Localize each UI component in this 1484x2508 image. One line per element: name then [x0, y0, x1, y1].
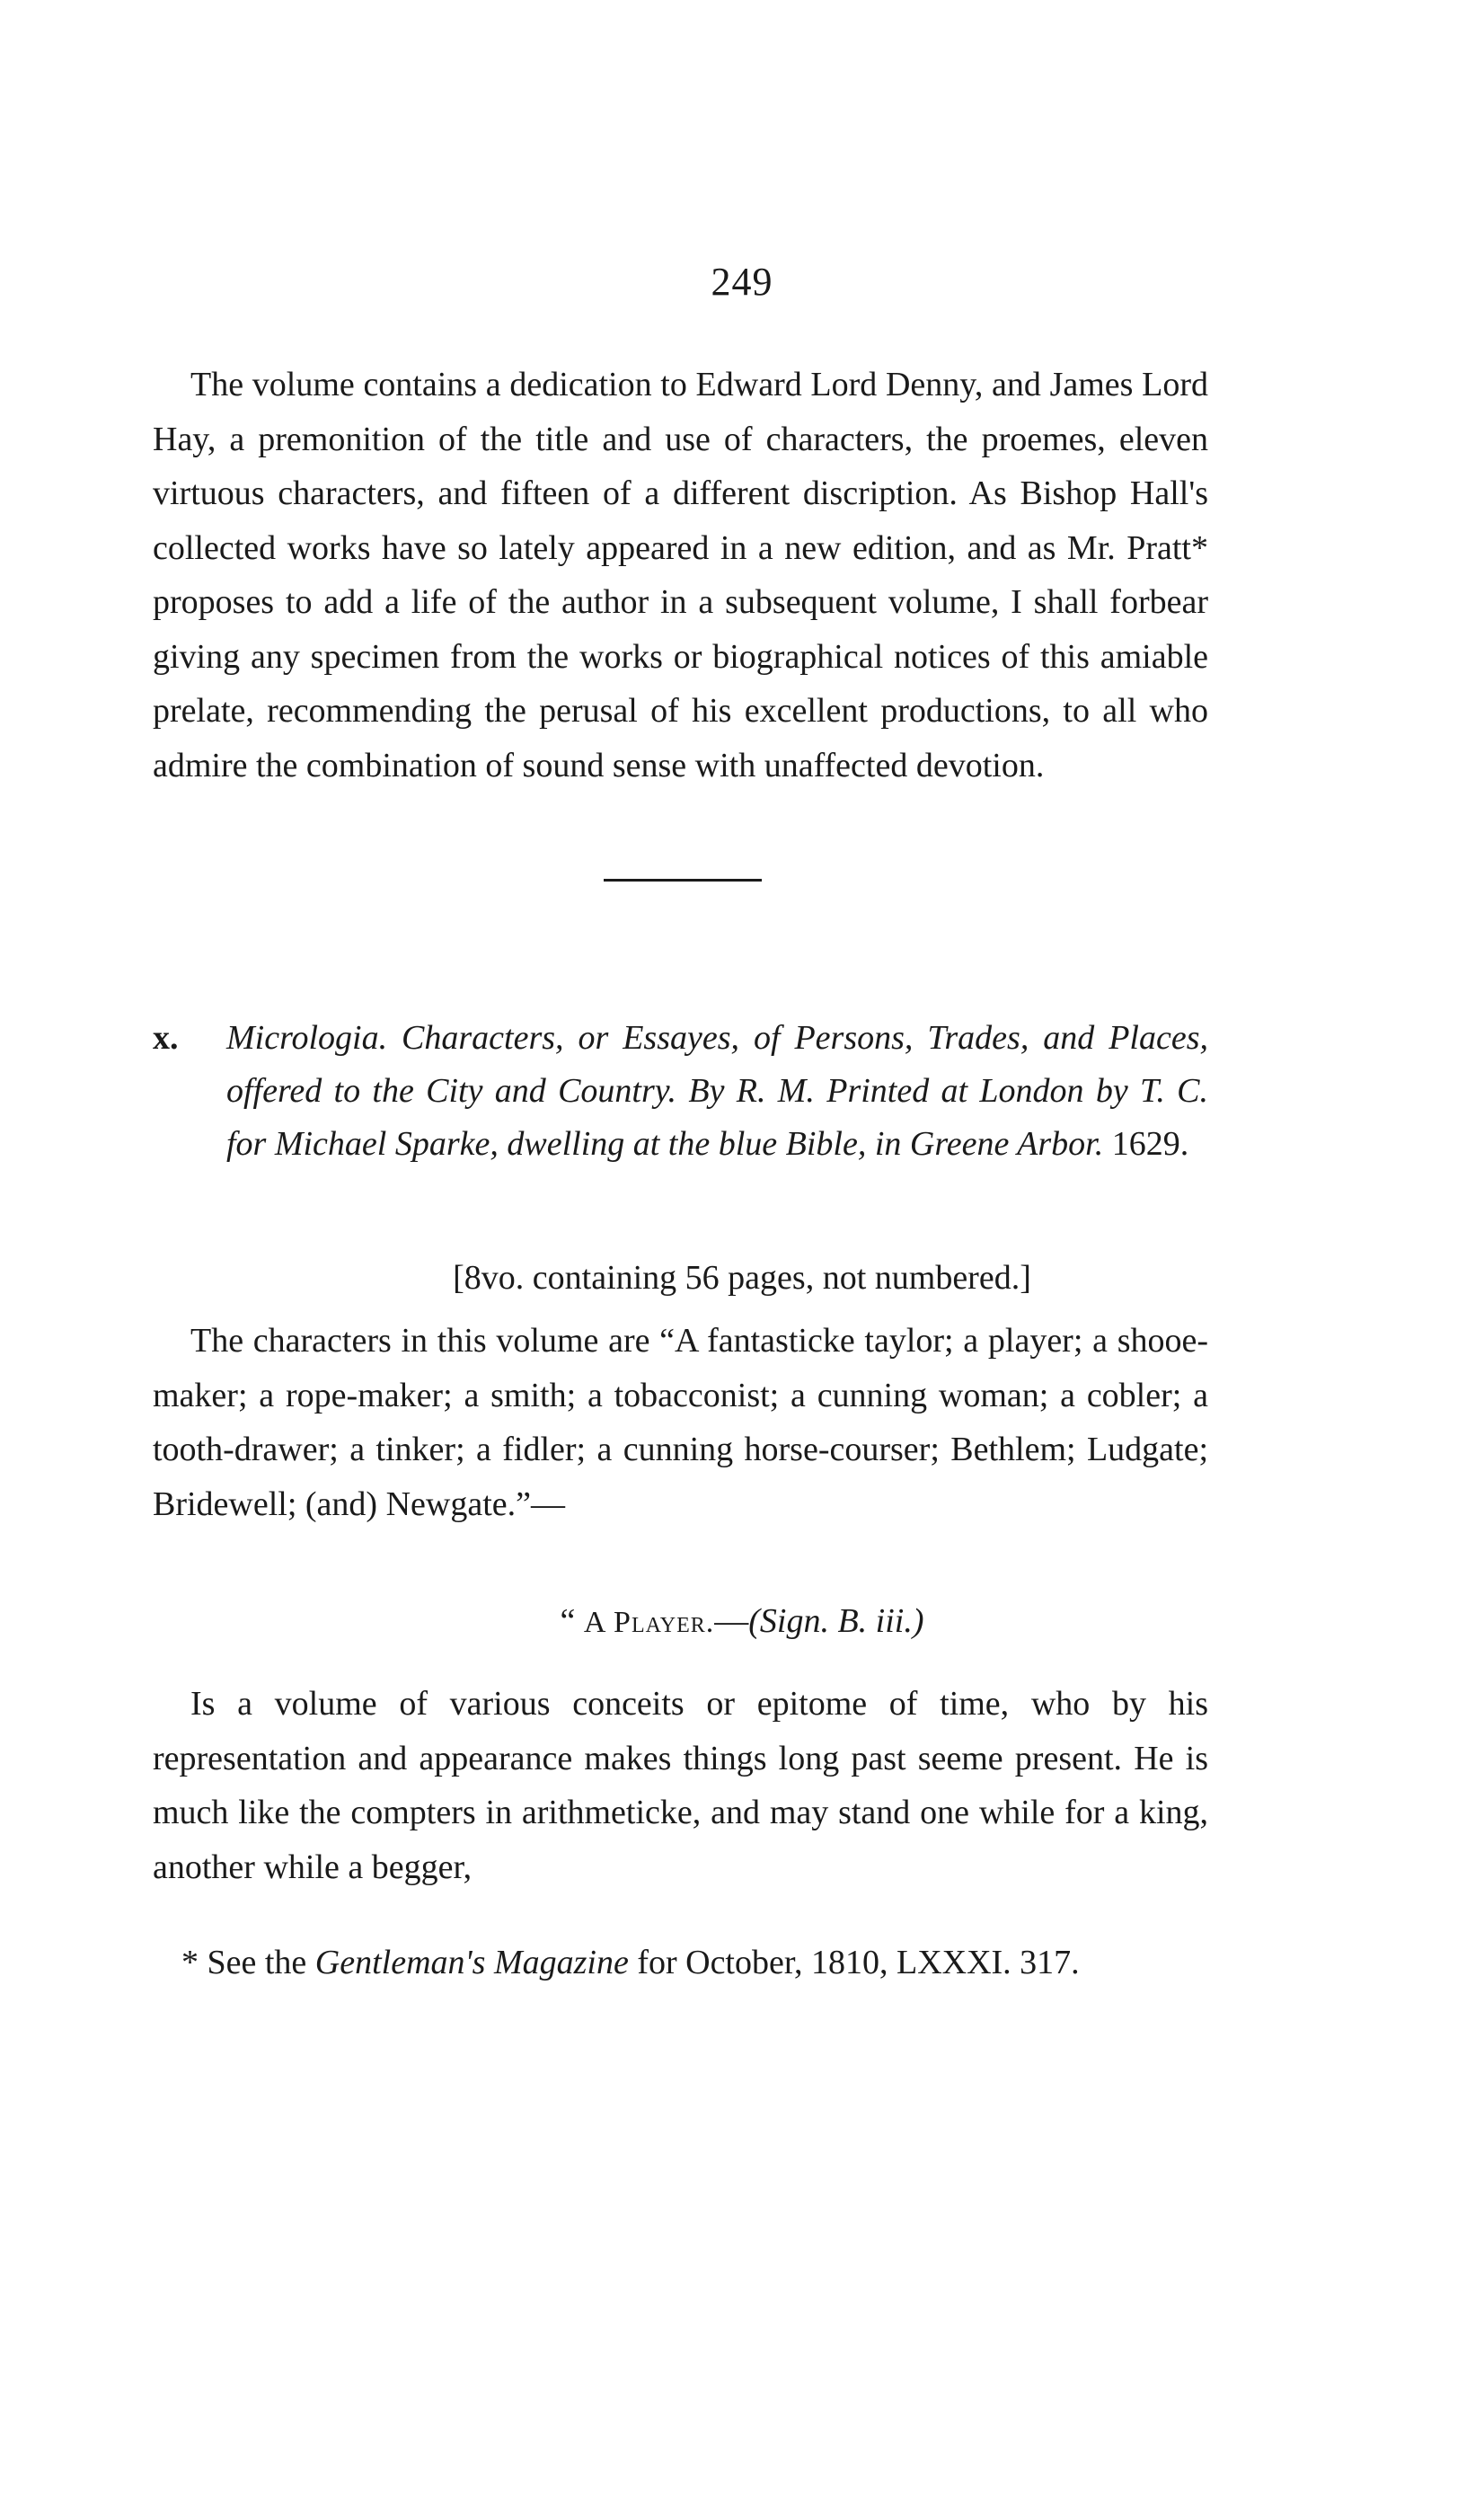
player-section	[153, 1677, 1208, 1894]
section-divider	[604, 879, 762, 882]
player-paragraph: Is a volume of various conceits or epitome of time, who by his representation and appearance makes things long past seeme present. He is much like the compters in arithmeticke, and may stand one while for a king, another while a begger,	[153, 1685, 1208, 1886]
characters-section	[153, 1314, 1208, 1531]
footnote-publication: Gentleman's Magazine	[314, 1944, 629, 1981]
intro-paragraph: The volume contains a dedication to Edward Lord Denny, and James Lord Hay, a premonition of the title and use of characters, the proemes, eleven virtuous characters, and fifteen of a different discription. As Bishop Hall's collected works have so lately appeared in a new edition, and as Mr. Pratt* proposes to add a life of the author in a subsequent volume, I shall forbear giving any specimen from the works or biographical notices of this amiable prelate, recommending the perusal of his excellent productions, to all who admire the combination of sound sense with unaffected devotion.	[153, 366, 1208, 784]
entry-year: 1629.	[1111, 1125, 1189, 1163]
heading-open-quote: “	[560, 1602, 584, 1640]
entry-title: Micrologia. Characters, or Essayes, of Persons, Trades, and Places, offered to the City and Country. By R. M. Printed at London by T. C. for Michael Sparke, dwelling at the blue Bible, in Greene Arbor.	[226, 1019, 1208, 1163]
heading-label: A Player.	[583, 1606, 715, 1639]
characters-paragraph: The characters in this volume are “A fantasticke taylor; a player; a shooe-maker; a rope-maker; a smith; a tobacconist; a cunning woman; a cobler; a tooth-drawer; a tinker; a fidler; a cunning horse-courser; Bethlem; Ludgate; Bridewell; (and) Newgate.”—	[153, 1322, 1208, 1523]
format-note: [8vo. containing 56 pages, not numbered.]	[453, 1259, 1031, 1297]
footnote-text	[153, 1941, 1208, 1984]
footnote-marker: *	[181, 1944, 199, 1981]
intro-section	[153, 358, 1208, 793]
entry-number: x.	[153, 1019, 179, 1057]
footnote	[153, 1941, 1208, 1984]
heading-dash: —	[714, 1602, 749, 1640]
footnote-rest: for October, 1810, LXXXI. 317.	[628, 1944, 1080, 1981]
signature-reference: (Sign. B. iii.)	[748, 1602, 924, 1640]
footnote-lead: See the	[199, 1944, 315, 1981]
page-number: 249	[711, 260, 773, 304]
character-heading	[0, 1601, 1484, 1641]
entry-title-block	[226, 1012, 1208, 1171]
bibliography-entry	[153, 1012, 1208, 1171]
